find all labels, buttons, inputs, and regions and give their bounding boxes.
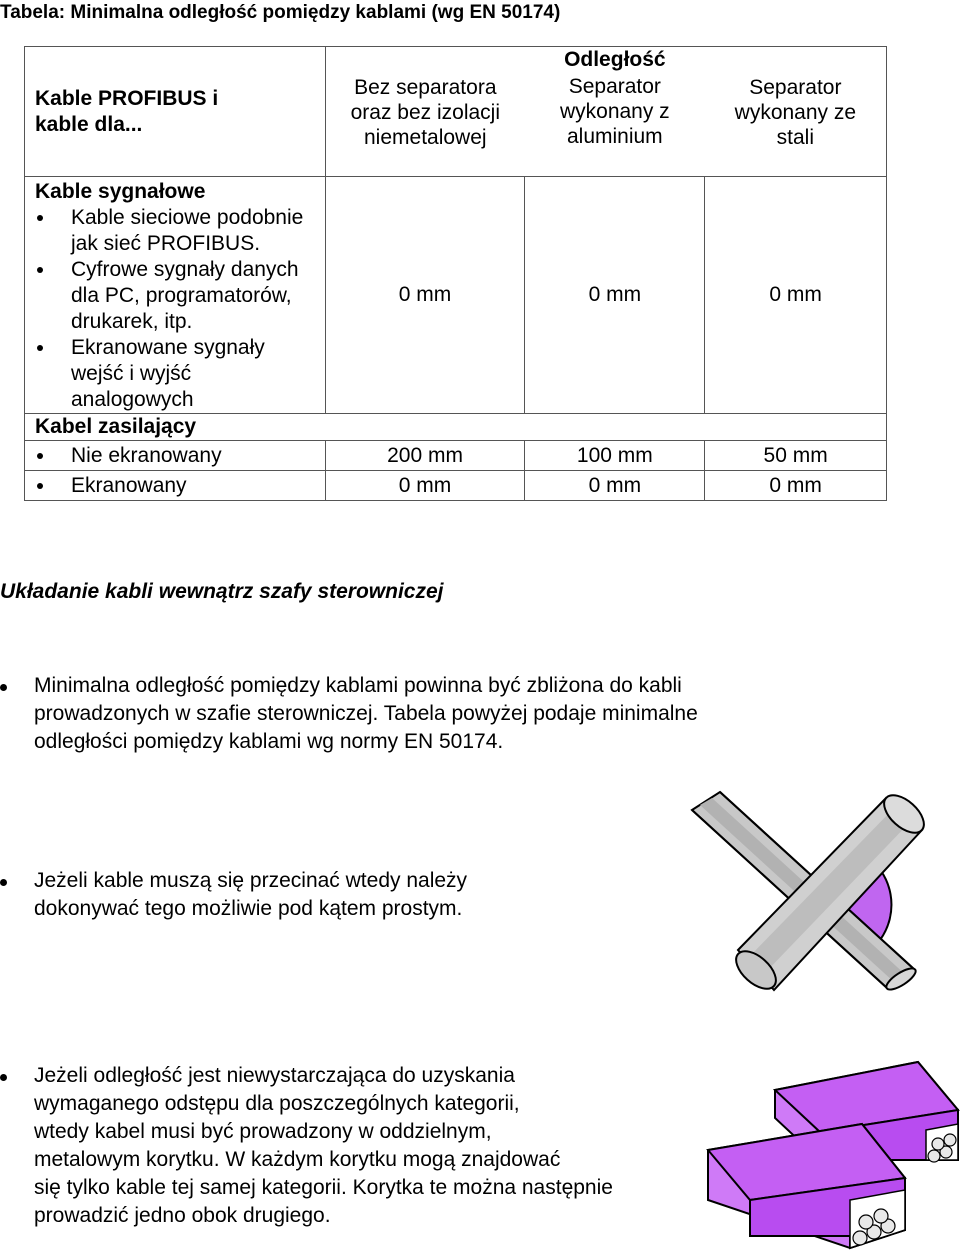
cable-distance-table <box>24 46 887 501</box>
list-line: wejść i wyjść <box>71 362 192 385</box>
header-line: niemetalowej <box>364 126 487 149</box>
list-line: Kable sieciowe podobnie <box>71 206 304 229</box>
header-line: aluminium <box>566 125 663 148</box>
table-cell: 0 mm <box>525 177 705 414</box>
corner-line: Kable PROFIBUS i <box>35 86 219 110</box>
paragraph-line: wtedy kabel musi być prowadzony w oddzielnym, <box>34 1120 492 1143</box>
list-item <box>35 443 325 469</box>
cable-trays-illustration <box>700 1060 960 1252</box>
cable-tray-front <box>708 1124 905 1248</box>
list-line: analogowych <box>71 388 194 411</box>
table-cell: 0 mm <box>525 471 705 501</box>
list-item <box>35 257 325 335</box>
column-header-steel <box>705 47 887 177</box>
paragraph-line: wymaganego odstępu dla poszczególnych kategorii, <box>34 1092 520 1115</box>
row-label: Ekranowany <box>71 473 187 497</box>
column-header-aluminium <box>525 47 705 177</box>
paragraph-line: metalowym korytku. W każdym korytku mogą znajdować <box>34 1148 561 1171</box>
list-line: Ekranowane sygnały <box>71 336 265 359</box>
header-line: oraz bez izolacji <box>350 101 500 124</box>
paragraph-line: odległości pomiędzy kablami wg normy EN 50174. <box>34 730 504 753</box>
list-item <box>35 205 325 257</box>
table-cell: 0 mm <box>705 471 887 501</box>
paragraph-line: Jeżeli kable muszą się przecinać wtedy należy <box>34 869 468 892</box>
table-cell: 0 mm <box>325 177 525 414</box>
header-line: Separator <box>568 75 661 98</box>
bullet-icon <box>0 879 7 886</box>
table-corner-header <box>25 47 326 177</box>
row-label: Nie ekranowany <box>71 443 222 467</box>
signal-cables-list <box>35 205 325 413</box>
paragraph-crossing <box>34 867 467 923</box>
group-header-distance: Odległość <box>564 48 666 71</box>
power-cable-heading: Kabel zasilający <box>25 414 887 441</box>
crossed-cables-illustration <box>690 790 950 1015</box>
bullet-icon <box>0 684 7 691</box>
list-line: drukarek, itp. <box>71 310 193 333</box>
paragraph-spacing <box>34 672 698 756</box>
paragraph-line: dokonywać tego możliwie pod kątem prostym. <box>34 897 463 920</box>
corner-line: kable dla... <box>35 112 143 136</box>
list-line: dla PC, programatorów, <box>71 284 292 307</box>
table-row-label <box>25 441 326 471</box>
header-line: wykonany ze <box>734 101 857 124</box>
section-title: Układanie kabli wewnątrz szafy sterowniczej <box>0 580 444 603</box>
header-line: stali <box>776 126 815 149</box>
table-row-label <box>25 471 326 501</box>
header-line: Bez separatora <box>354 76 497 99</box>
list-item <box>35 335 325 413</box>
paragraph-line: się tylko kable tej samej kategorii. Korytka te można następnie <box>34 1176 613 1199</box>
signal-cables-cell <box>25 177 326 414</box>
header-line: Separator <box>749 76 842 99</box>
list-line: Cyfrowe sygnały danych <box>71 258 299 281</box>
paragraph-trays <box>34 1062 613 1230</box>
column-header-no-separator <box>325 47 525 177</box>
header-line: wykonany z <box>559 100 670 123</box>
table-row <box>25 441 887 471</box>
table-caption: Tabela: Minimalna odległość pomiędzy kablami (wg EN 50174) <box>0 2 561 23</box>
table-cell: 100 mm <box>525 441 705 471</box>
list-line: jak sieć PROFIBUS. <box>71 232 261 255</box>
paragraph-line: prowadzonych w szafie sterowniczej. Tabela powyżej podaje minimalne <box>34 702 698 725</box>
bullet-icon <box>0 1074 7 1081</box>
paragraph-line: prowadzić jedno obok drugiego. <box>34 1204 331 1227</box>
table-row <box>25 471 887 501</box>
table-cell: 50 mm <box>705 441 887 471</box>
signal-cables-heading: Kable sygnałowe <box>35 180 206 203</box>
paragraph-line: Jeżeli odległość jest niewystarczająca do uzyskania <box>34 1064 515 1087</box>
paragraph-line: Minimalna odległość pomiędzy kablami powinna być zbliżona do kabli <box>34 674 682 697</box>
table-cell: 200 mm <box>325 441 525 471</box>
table-cell: 0 mm <box>705 177 887 414</box>
table-cell: 0 mm <box>325 471 525 501</box>
list-item <box>35 473 325 499</box>
